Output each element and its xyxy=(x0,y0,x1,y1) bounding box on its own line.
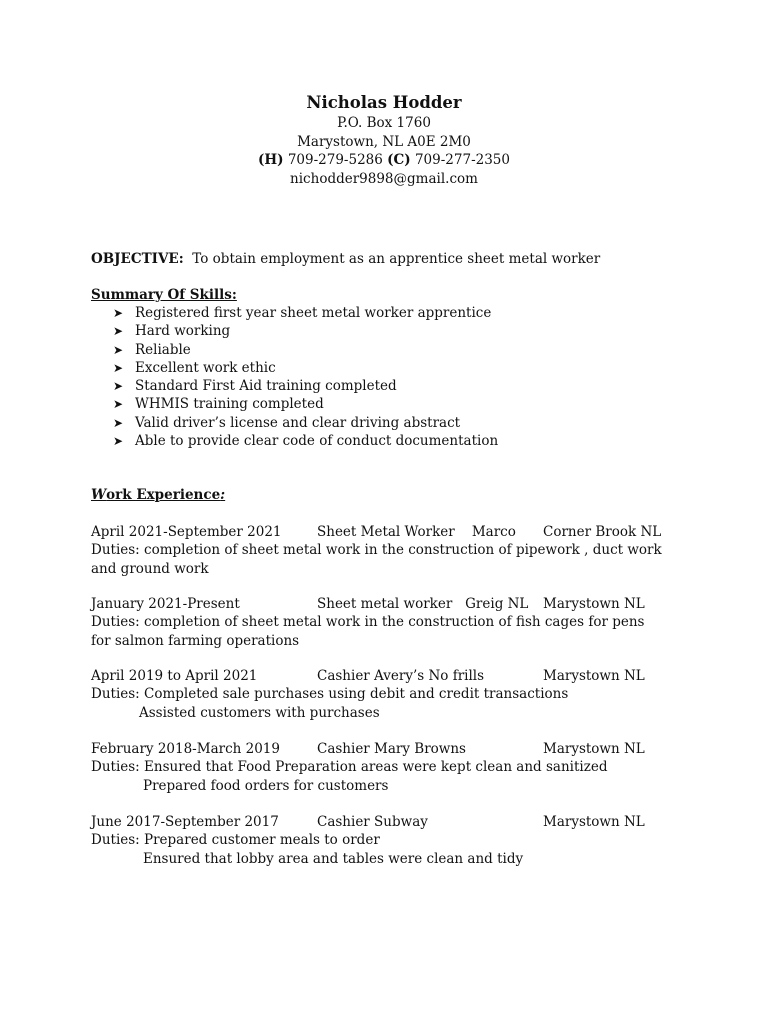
job-entry xyxy=(91,740,671,795)
po-box: P.O. Box 1760 xyxy=(337,115,431,131)
arrow-bullet-icon: ➤ xyxy=(113,397,124,412)
job-entry xyxy=(91,595,671,650)
objective-label: OBJECTIVE: xyxy=(91,251,184,267)
arrow-bullet-icon: ➤ xyxy=(113,434,124,449)
arrow-bullet-icon: ➤ xyxy=(113,306,124,320)
list-item: ➤ Registered first year sheet metal worker apprentice xyxy=(113,305,492,321)
arrow-bullet-icon: ➤ xyxy=(113,324,124,339)
job-dates: April 2019 to April 2021 xyxy=(91,668,258,684)
job-title: Cashier Mary Browns xyxy=(317,741,466,757)
job-location: Marystown NL xyxy=(543,596,645,612)
email-address: nichodder9898@gmail.com xyxy=(290,170,478,187)
list-item: ➤ Able to provide clear code of conduct documentation xyxy=(113,433,499,450)
skills-title: Summary Of Skills: xyxy=(91,287,237,303)
list-item: ➤ Standard First Aid training completed xyxy=(113,378,397,395)
cell-phone-label: (C) xyxy=(387,152,411,168)
job-title: Sheet metal worker Greig NL xyxy=(317,596,529,612)
job-duties-extra: Prepared food orders for customers xyxy=(143,777,389,794)
list-item: ➤ WHMIS training completed xyxy=(113,396,324,413)
job-duties: Duties: completion of sheet metal work in the construction of pipework , duct work and ground work xyxy=(91,542,662,577)
job-duties: Duties: Prepared customer meals to order xyxy=(91,832,380,848)
job-duties-extra: Assisted customers with purchases xyxy=(139,704,380,721)
job-location: Corner Brook NL xyxy=(543,524,662,540)
job-entry xyxy=(91,667,671,722)
work-experience-title: Work Experience: xyxy=(91,487,226,503)
job-duties: Duties: completion of sheet metal work in the construction of fish cages for pens for salmon farming operations xyxy=(91,614,645,649)
contact-header xyxy=(0,92,768,188)
arrow-bullet-icon: ➤ xyxy=(113,342,124,357)
list-item: ➤ Hard working xyxy=(113,323,231,340)
job-dates: February 2018-March 2019 xyxy=(91,741,280,757)
applicant-name: Nicholas Hodder xyxy=(306,93,462,112)
job-title: Sheet Metal Worker Marco xyxy=(317,524,516,540)
skills-list xyxy=(91,304,498,450)
job-entry xyxy=(91,813,671,868)
job-dates: April 2021-September 2021 xyxy=(91,524,282,540)
job-duties: Duties: Completed sale purchases using debit and credit transactions xyxy=(91,686,569,702)
home-phone: 709-279-5286 xyxy=(287,152,383,168)
job-title: Cashier Subway xyxy=(317,814,428,830)
job-title: Cashier Avery’s No frills xyxy=(317,668,485,684)
job-location: Marystown NL xyxy=(543,668,645,684)
job-header xyxy=(91,813,671,831)
skills-section xyxy=(91,286,498,450)
job-header xyxy=(91,595,671,613)
job-duties-extra: Ensured that lobby area and tables were clean and tidy xyxy=(143,850,524,867)
cell-phone: 709-277-2350 xyxy=(414,152,510,168)
arrow-bullet-icon: ➤ xyxy=(113,415,124,430)
phone-numbers xyxy=(0,151,768,170)
job-entry xyxy=(91,523,671,578)
job-location: Marystown NL xyxy=(543,741,645,757)
job-header xyxy=(91,667,671,685)
city-address: Marystown, NL A0E 2M0 xyxy=(297,133,471,150)
list-item: ➤ Reliable xyxy=(113,341,191,358)
objective-section xyxy=(91,250,600,268)
home-phone-label: (H) xyxy=(258,152,284,168)
list-item: ➤ Valid driver’s license and clear driving abstract xyxy=(113,414,461,431)
job-duties: Duties: Ensured that Food Preparation areas were kept clean and sanitized xyxy=(91,759,608,775)
arrow-bullet-icon: ➤ xyxy=(113,379,124,394)
objective-text: To obtain employment as an apprentice sheet metal worker xyxy=(192,251,601,267)
job-header xyxy=(91,523,671,541)
list-item: ➤ Excellent work ethic xyxy=(113,359,276,376)
arrow-bullet-icon: ➤ xyxy=(113,360,124,375)
job-location: Marystown NL xyxy=(543,814,645,830)
job-dates: June 2017-September 2017 xyxy=(91,814,279,830)
job-dates: January 2021-Present xyxy=(91,596,240,612)
job-header xyxy=(91,740,671,758)
